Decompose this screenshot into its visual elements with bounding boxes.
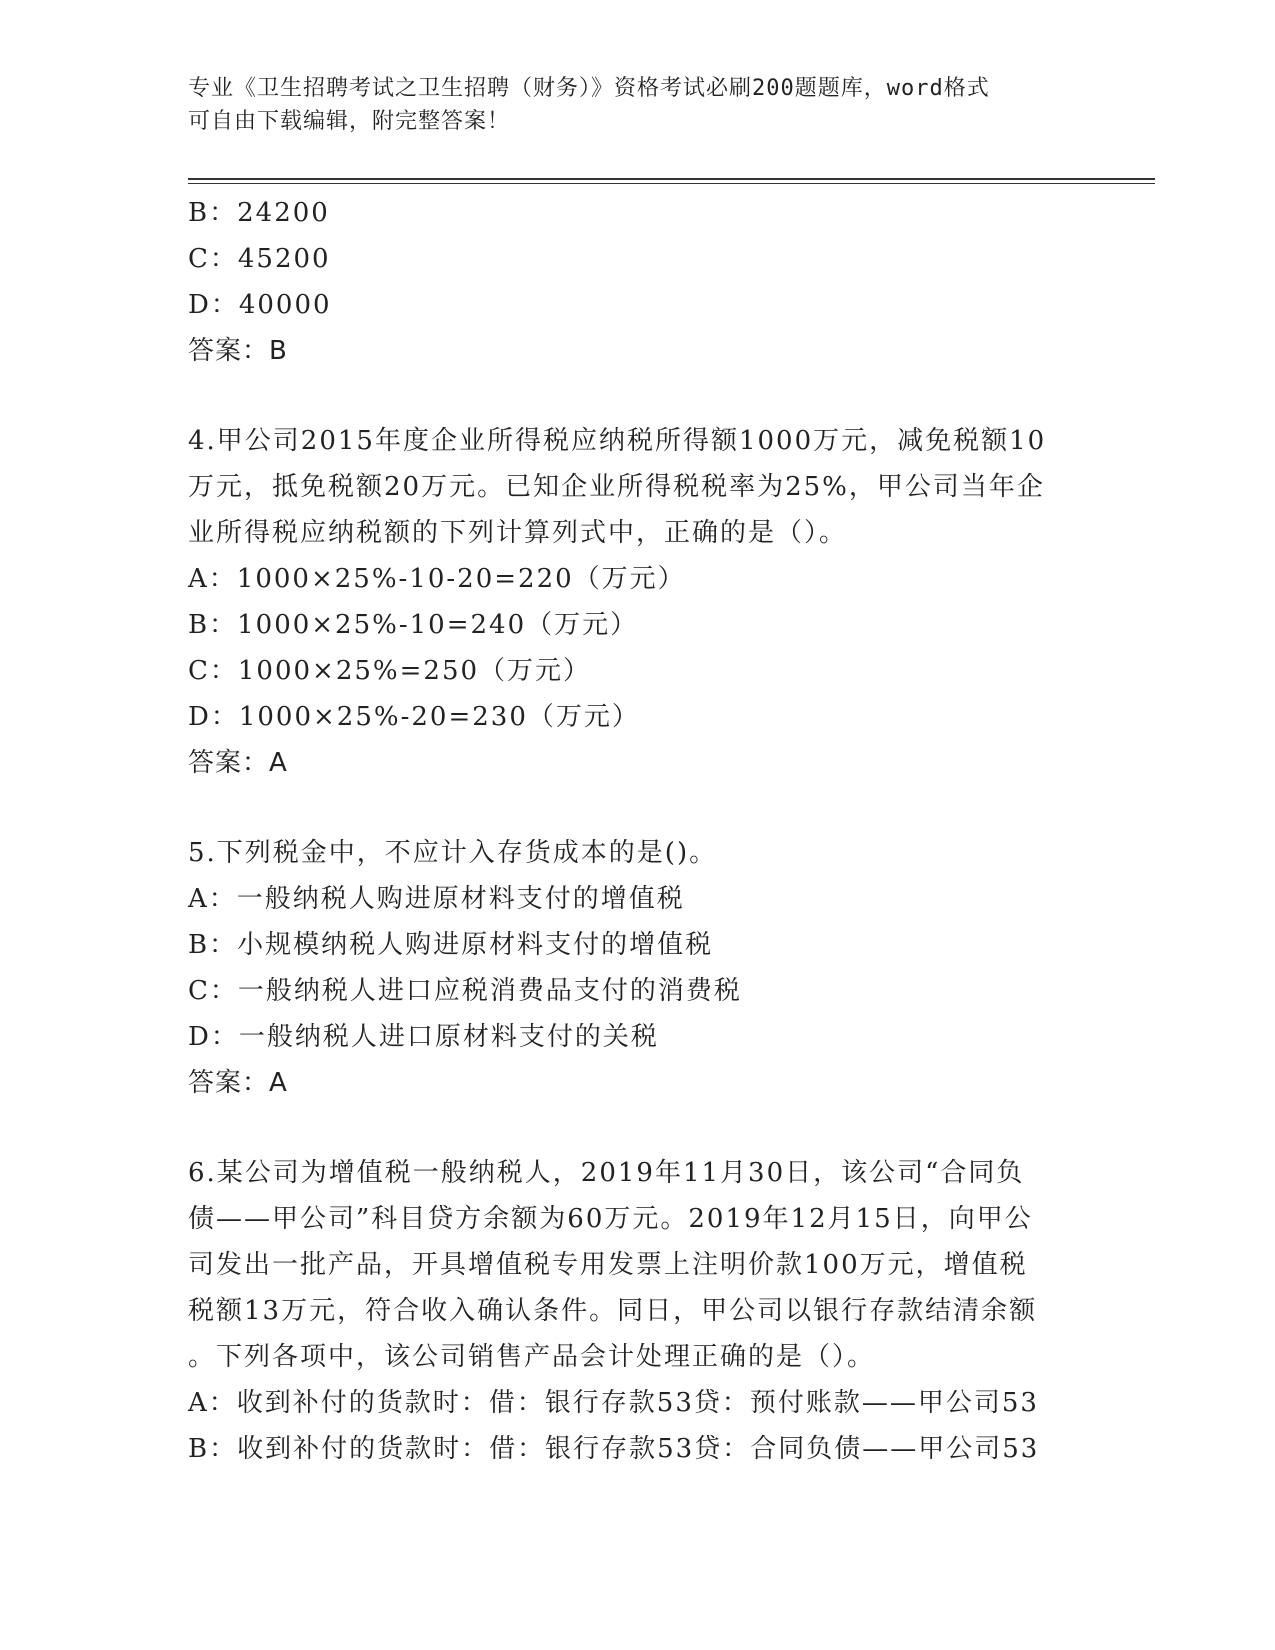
option-a: A：收到补付的货款时：借：银行存款53贷：预付账款——甲公司53 bbox=[188, 1388, 1039, 1418]
option-b: B：24200 bbox=[188, 198, 330, 228]
question-6-options bbox=[188, 1380, 1088, 1472]
question-3-options bbox=[188, 190, 1088, 328]
option-a: A：一般纳税人购进原材料支付的增值税 bbox=[188, 884, 685, 914]
question-4-options bbox=[188, 556, 1088, 740]
question-6-line-2: 债——甲公司”科目贷方余额为60万元。2019年12月15日，向甲公 bbox=[188, 1204, 1033, 1234]
question-content bbox=[188, 190, 1088, 1472]
option-d: D：一般纳税人进口原材料支付的关税 bbox=[188, 1022, 659, 1052]
header-line-1: 专业《卫生招聘考试之卫生招聘（财务）》资格考试必刷200题题库，word格式 bbox=[188, 76, 990, 101]
page-header bbox=[188, 72, 1068, 138]
question-5-line-1: 5.下列税金中，不应计入存货成本的是()。 bbox=[188, 838, 718, 868]
question-4-line-1: 4.甲公司2015年度企业所得税应纳税所得额1000万元，减免税额10 bbox=[188, 426, 1047, 456]
option-a: A：1000×25%-10-20=220（万元） bbox=[188, 564, 686, 594]
option-c: C：45200 bbox=[188, 244, 331, 274]
question-6-line-4: 税额13万元，符合收入确认条件。同日，甲公司以银行存款结清余额 bbox=[188, 1296, 1038, 1326]
option-c: C：1000×25%=250（万元） bbox=[188, 656, 592, 686]
option-b: B：收到补付的货款时：借：银行存款53贷：合同负债——甲公司53 bbox=[188, 1434, 1040, 1464]
question-6-line-1: 6.某公司为增值税一般纳税人，2019年11月30日，该公司“合同负 bbox=[188, 1158, 1025, 1188]
option-d: D：40000 bbox=[188, 290, 332, 320]
question-4-line-3: 业所得税应纳税额的下列计算列式中，正确的是（）。 bbox=[188, 518, 848, 548]
question-6-stem bbox=[188, 1150, 1088, 1380]
option-c: C：一般纳税人进口应税消费品支付的消费税 bbox=[188, 976, 742, 1006]
question-4-stem bbox=[188, 418, 1088, 556]
header-line-2: 可自由下载编辑，附完整答案！ bbox=[188, 109, 511, 134]
option-d: D：1000×25%-20=230（万元） bbox=[188, 702, 640, 732]
question-4-line-2: 万元，抵免税额20万元。已知企业所得税税率为25%，甲公司当年企 bbox=[188, 472, 1045, 502]
header-divider-thin bbox=[188, 183, 1155, 184]
question-6-line-3: 司发出一批产品，开具增值税专用发票上注明价款100万元，增值税 bbox=[188, 1250, 1028, 1280]
question-5-answer: 答案：A bbox=[188, 1068, 288, 1098]
question-5-stem bbox=[188, 830, 1088, 876]
question-6-line-5: 。下列各项中，该公司销售产品会计处理正确的是（）。 bbox=[188, 1342, 876, 1372]
question-4-answer: 答案：A bbox=[188, 748, 288, 778]
header-divider-thick bbox=[188, 178, 1155, 180]
option-b: B：小规模纳税人购进原材料支付的增值税 bbox=[188, 930, 714, 960]
question-5-options bbox=[188, 876, 1088, 1060]
option-b: B：1000×25%-10=240（万元） bbox=[188, 610, 639, 640]
question-3-answer: 答案：B bbox=[188, 336, 288, 366]
